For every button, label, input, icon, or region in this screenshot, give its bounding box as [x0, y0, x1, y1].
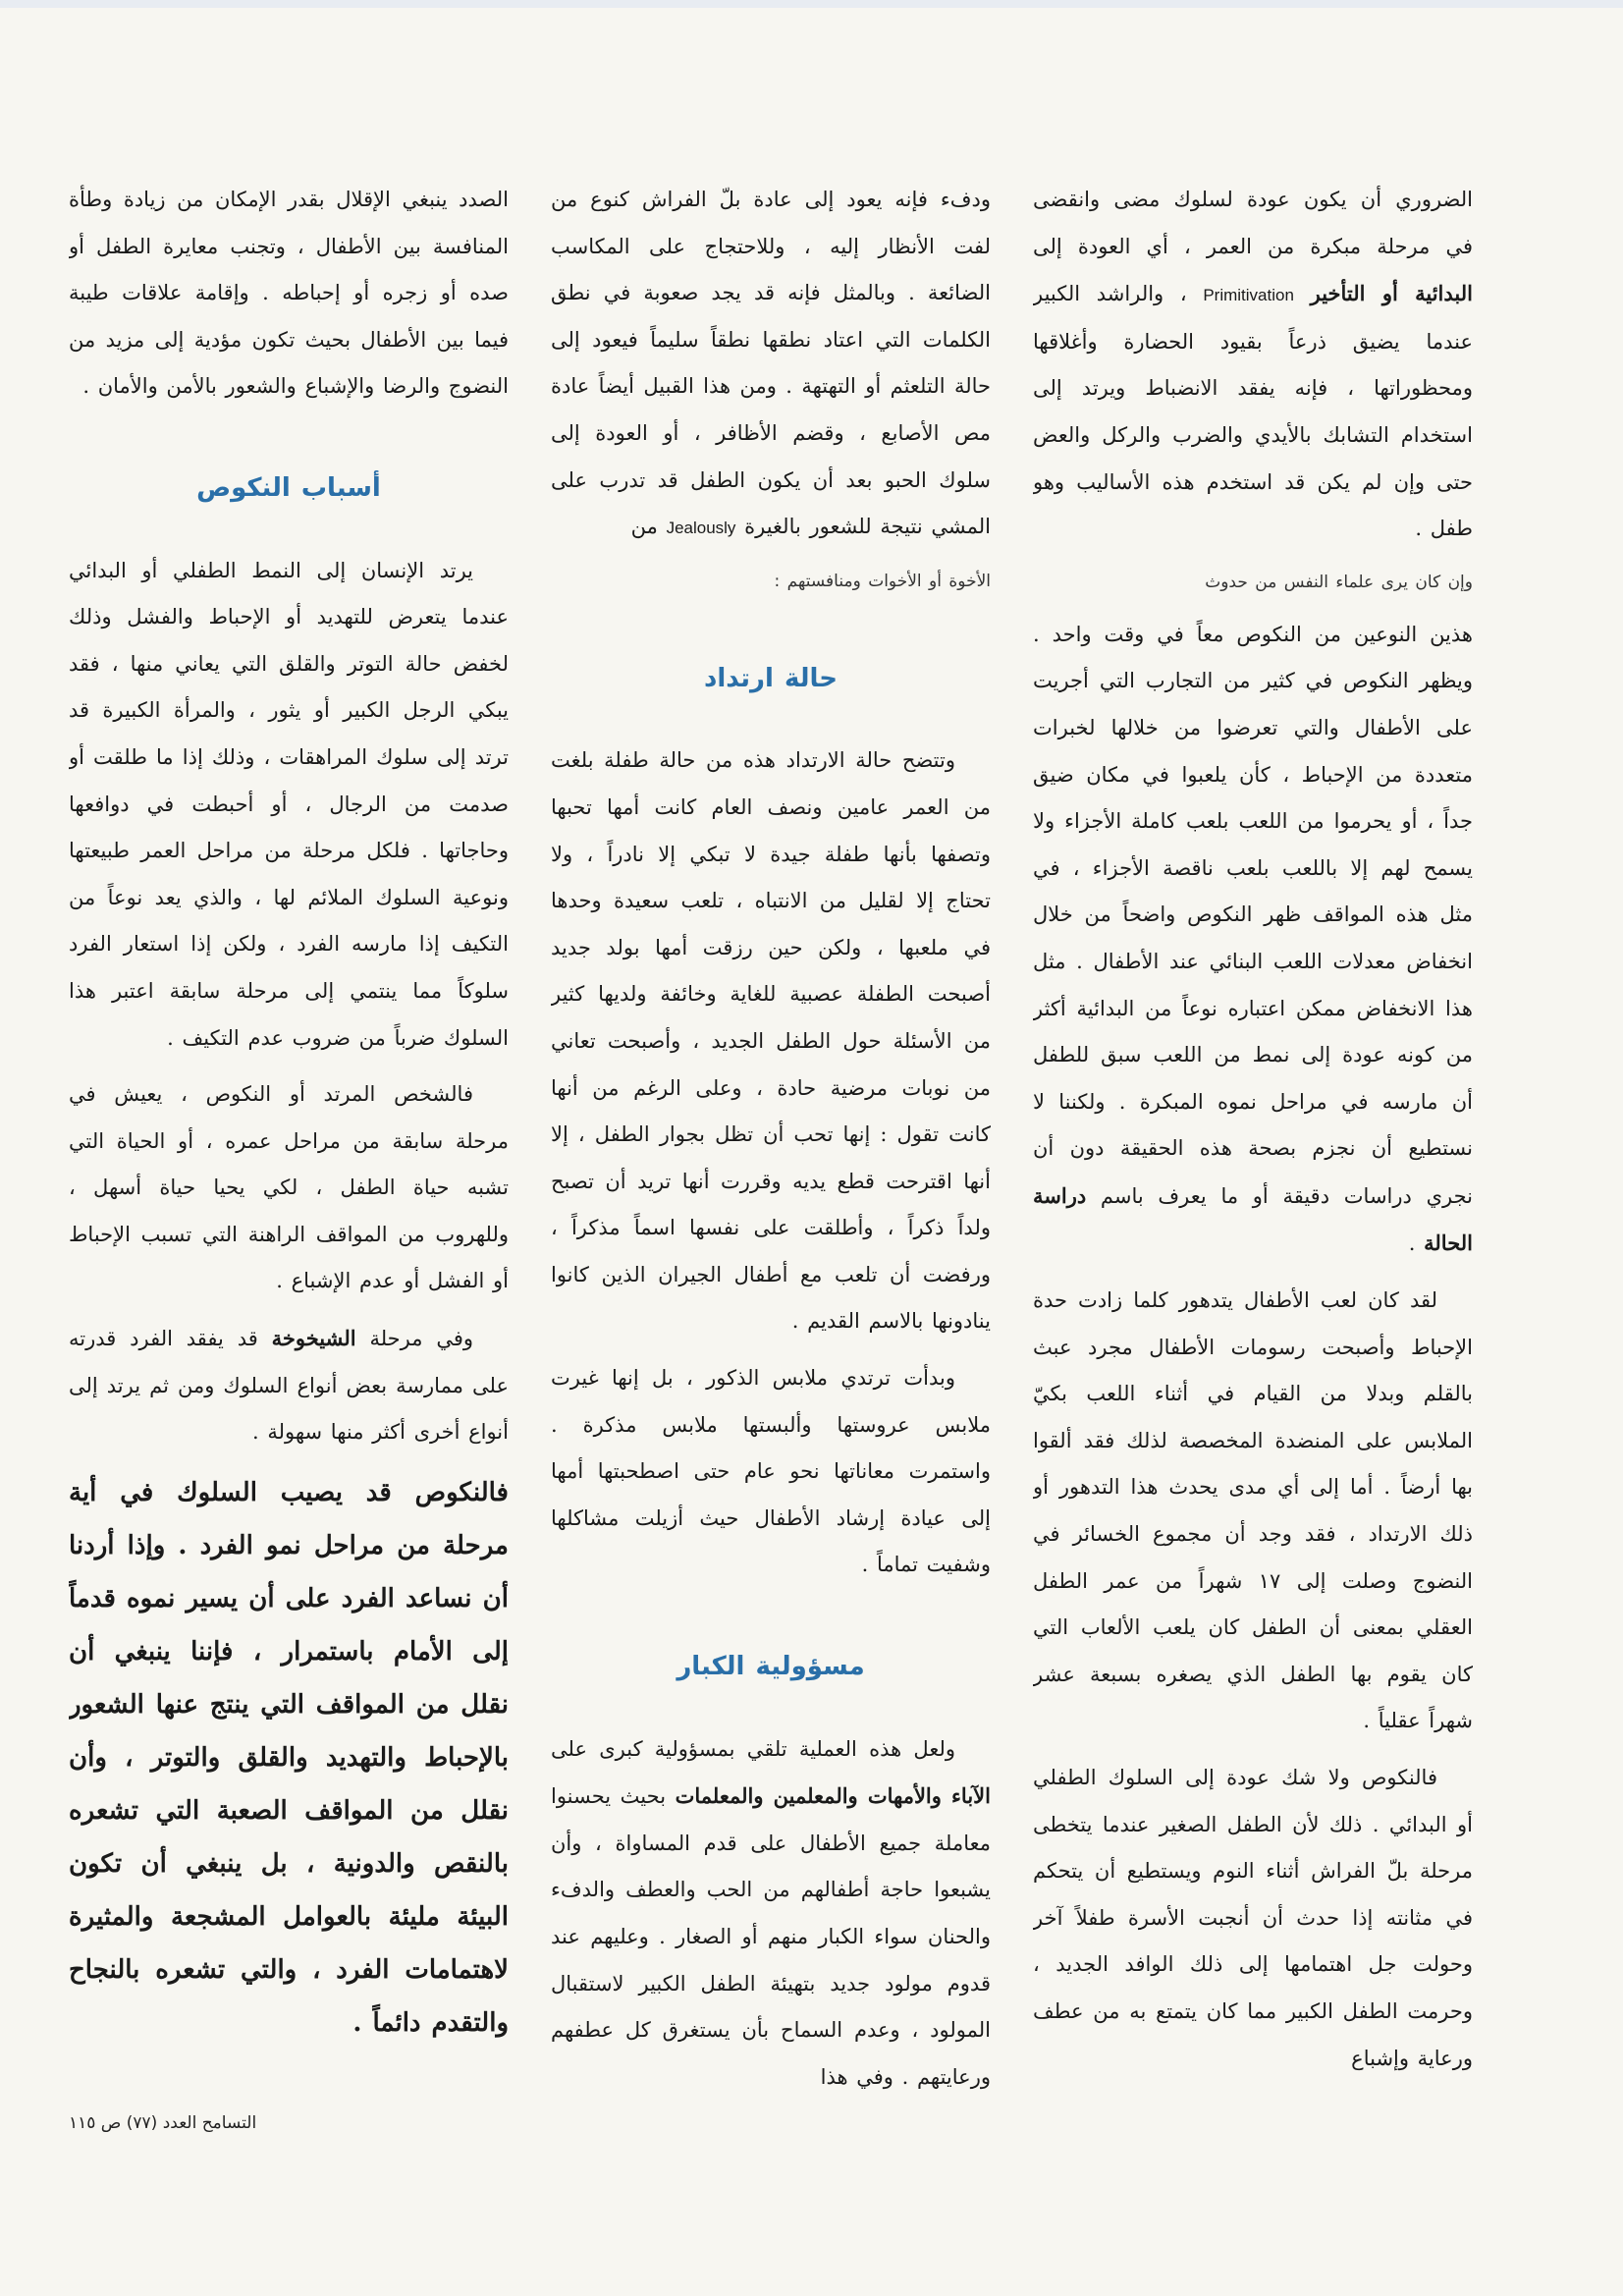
paragraph: هذين النوعين من النكوص معاً في وقت واحد . ويظهر النكوص في كثير من التجارب التي أجريت على الأطفال والتي تعرضوا من خلالها لخبرات متعددة من الإحباط ، كأن يلعبوا في مكان ضيق جداً ، أو يحرموا من اللعب بلعب كاملة الأجزاء ولا يسمح لهم إلا باللعب بلعب ناقصة الأجزاء ، في مثل هذه المواقف ظهر النكوص واضحاً من خلال انخفاض معدلات اللعب البنائي عند الأطفال . مثل هذا الانخفاض ممكن اعتباره نوعاً من البدائية أكثر من كونه عودة إلى نمط من اللعب سبق للطفل أن مارسه في مراحل نموه المبكرة . ولكننا لا نستطيع أن نجزم بصحة هذه الحقيقة دون أن نجري دراسات دقيقة أو ما يعرف باسم دراسة الحالة .: [1033, 622, 1473, 1256]
text-run: هذين النوعين من النكوص معاً في وقت واحد . ويظهر النكوص في كثير من التجارب التي أجريت على الأطفال والتي تعرضوا من خلالها لخبرات متعددة من الإحباط ، كأن يلعبوا في مكان ضيق جداً ، أو يحرموا من اللعب بلعب كاملة الأجزاء ولا يسمح لهم إلا باللعب بلعب ناقصة الأجزاء ، في مثل هذه المواقف ظهر النكوص واضحاً من خلال انخفاض معدلات اللعب البنائي عند الأطفال . مثل هذا الانخفاض ممكن اعتباره نوعاً من البدائية أكثر من كونه عودة إلى نمط من اللعب سبق للطفل أن مارسه في مراحل نموه المبكرة . ولكننا لا نستطيع أن نجزم بصحة هذه الحقيقة دون أن نجري دراسات دقيقة أو ما يعرف باسم: [1033, 622, 1473, 1208]
paragraph: الصدد ينبغي الإقلال بقدر الإمكان من زيادة وطأة المنافسة بين الأطفال ، وتجنب معايرة الطفل أو صده أو زجره أو إحباطه . وإقامة علاقات طيبة فيما بين الأطفال بحيث تكون مؤدية إلى مزيد من النضوج والرضا والإشباع والشعور بالأمن والأمان .: [69, 188, 509, 399]
text-run: ، والراشد الكبير عندما يضيق ذرعاً بقيود الحضارة وأغلاقها ومحظوراتها ، فإنه يفقد الانضباط ويرتد إلى استخدام التشابك بالأيدي والضرب والركل والعض حتى وإن لم يكن قد استخدم هذه الأساليب وهو طفل .: [1033, 282, 1473, 541]
section-heading-adults: مسؤولية الكبار: [676, 1652, 865, 1682]
bold-term: الشيخوخة: [271, 1326, 356, 1351]
column-middle: [551, 177, 991, 2131]
bold-term: دراسة الحالة: [1033, 1182, 1473, 1256]
text-run: ودفء فإنه يعود إلى عادة بلّ الفراش كنوع من لفت الأنظار إليه ، وللاحتجاج على المكاسب الضائعة . وبالمثل فإنه قد يجد صعوبة في نطق الكلمات التي اعتاد نطقها نطقاً سليماً فيعود إلى حالة التلعثم أو التهتهة . ومن هذا القبيل أيضاً عادة مص الأصابع ، وقضم الأظافر ، أو العودة إلى سلوك الحبو بعد أن يكون الطفل قد تدرب على المشي نتيجة للشعور بالغيرة: [551, 188, 991, 539]
text-run: من: [630, 515, 667, 539]
paragraph: لقد كان لعب الأطفال يتدهور كلما زادت حدة الإحباط وأصبحت رسومات الأطفال مجرد عبث بالقلم وبدلا من القيام في أثناء اللعب بكيّ الملابس على المنضدة المخصصة لذلك فقد ألقوا بها أرضاً . أما إلى أي مدى يحدث هذا التدهور أو ذلك الارتداد ، فقد وجد أن مجموع الخسائر في النضوج وصلت إلى ١٧ شهراً من عمر الطفل العقلي بمعنى أن الطفل كان يلعب الألعاب التي كان يقوم بها الطفل الذي يصغره بسبعة عشر شهراً عقلياً .: [1033, 1288, 1473, 1733]
handwritten-note: وإن كان يرى علماء النفس من حدوث: [1205, 572, 1473, 592]
paragraph: فالشخص المرتد أو النكوص ، يعيش في مرحلة سابقة من مراحل عمره ، أو الحياة التي تشبه حياة الطفل ، لكي يحيا حياة أسهل ، وللهروب من المواقف الراهنة التي تسبب الإحباط أو الفشل أو عدم الإشباع .: [69, 1082, 509, 1293]
paragraph: فالنكوص ولا شك عودة إلى السلوك الطفلي أو البدائي . ذلك لأن الطفل الصغير عندما يتخطى مرحلة بلّ الفراش أثناء النوم ويستطيع أن يتحكم في مثانته إذا حدث أن أنجبت الأسرة طفلاً آخر وحولت جل اهتمامها إلى ذلك الوافد الجديد ، وحرمت الطفل الكبير مما كان يتمتع به من عطف ورعاية وإشباع: [1033, 1766, 1473, 2070]
section-heading-causes: أسباب النكوص: [196, 472, 381, 503]
paragraph: وتتضح حالة الارتداد هذه من حالة طفلة بلغت من العمر عامين ونصف العام كانت أمها تحبها وتصفها بأنها طفلة جيدة لا تبكي إلا نادراً ، ولا تحتاج إلا لقليل من الانتباه ، تلعب سعيدة وحدها في ملعبها ، ولكن حين رزقت أمها بولد جديد أصبحت الطفلة عصبية للغاية وخائفة ولديها كثير من الأسئلة حول الطفل الجديد ، وأصبحت تعاني من نوبات مرضية حادة ، وعلى الرغم من أنها كانت تقول : إنها تحب أن تظل بجوار الطفل ، إلا أنها اقترحت قطع يديه وقررت أنها تريد أن تصبح ولداً ذكراً ، وأطلقت على نفسها اسماً مذكراً ، ورفضت أن تلعب مع أطفال الجيران الذين كانوا ينادونها بالاسم القديم .: [551, 748, 991, 1334]
latin-term: Jealously: [666, 519, 736, 538]
text-run: قد يفقد الفرد قدرته على ممارسة بعض أنواع السلوك ومن ثم يرتد إلى أنواع أخرى أكثر منها سهولة .: [69, 1327, 509, 1445]
bold-term: البدائية أو التأخير: [1310, 281, 1473, 306]
text-run: وفي مرحلة: [355, 1327, 474, 1351]
emphasis-paragraph: فالنكوص قد يصيب السلوك في أية مرحلة من مراحل نمو الفرد . وإذا أردنا أن نساعد الفرد على أن يسير نموه قدماً إلى الأمام باستمرار ، فإننا ينبغي أن نقلل من المواقف التي ينتج عنها الشعور بالإحباط والتهديد والقلق والتوتر ، وأن نقلل من المواقف الصعبة التي تشعره بالنقص والدونية ، بل ينبغي أن تكون البيئة مليئة بالعوامل المشجعة والمثيرة لاهتمامات الفرد ، والتي تشعره بالنجاح والتقدم دائماً .: [69, 1477, 509, 2038]
text-run: ولعل هذه العملية تلقي بمسؤولية كبرى على: [551, 1736, 955, 1761]
article-page: [69, 177, 1473, 2131]
latin-term: Primitivation: [1203, 286, 1294, 305]
paragraph: يرتد الإنسان إلى النمط الطفلي أو البدائي عندما يتعرض للتهديد أو الإحباط والفشل وذلك لخفض حالة التوتر والقلق التي يعاني منها ، فقد يبكي الرجل الكبير أو يثور ، والمرأة الكبيرة قد ترتد إلى سلوك المراهقات ، وذلك إذا ما طلقت أو صدمت من الرجال ، أو أحبطت في دوافعها وحاجاتها . فلكل مرحلة من مراحل العمر طبيعتها ونوعية السلوك الملائم لها ، والذي يعد نوعاً من التكيف إذا مارسه الفرد ، ولكن إذا استعار الفرد سلوكاً مما ينتمي إلى مرحلة سابقة اعتبر هذا السلوك ضرباً من ضروب عدم التكيف .: [69, 558, 509, 1050]
handwritten-note: الأخوة أو الأخوات ومنافستهم :: [774, 571, 991, 591]
paragraph: [551, 1726, 991, 2102]
bold-term: الآباء والأمهات والمعلمين والمعلمات: [675, 1783, 991, 1809]
text-run: الضروري أن يكون عودة لسلوك مضى وانقضى في مرحلة مبكرة من العمر ، أي العودة إلى: [1033, 188, 1473, 258]
column-left: [69, 177, 509, 2131]
paragraph: [69, 1315, 509, 1456]
section-heading-state: حالة ارتداد: [704, 663, 838, 693]
text-run: بحيث يحسنوا معاملة جميع الأطفال على قدم المساواة ، وأن يشبعوا حاجة أطفالهم من الحب والعطف والدفء والحنان سواء الكبار منهم أو الصغار . وعليهم عند قدوم مولود جديد بتهيئة الطفل الكبير لاستقبال المولود ، وعدم السماح بأن يستغرق كل عطفهم ورعايتهم . وفي هذا: [551, 1784, 991, 2089]
column-right: [1033, 177, 1473, 2131]
top-rule: [0, 0, 1623, 8]
paragraph: [1033, 177, 1473, 553]
paragraph: وبدأت ترتدي ملابس الذكور ، بل إنها غيرت ملابس عروستها وألبستها ملابس مذكرة . واستمرت معاناتها نحو عام حتى اصطحبتها أمها إلى عيادة إرشاد الأطفال حيث أزيلت مشاكلها وشفيت تماماً .: [551, 1366, 991, 1577]
page-footer: التسامح العدد (٧٧) ص ١١٥: [69, 2113, 257, 2133]
paragraph: [551, 177, 991, 552]
